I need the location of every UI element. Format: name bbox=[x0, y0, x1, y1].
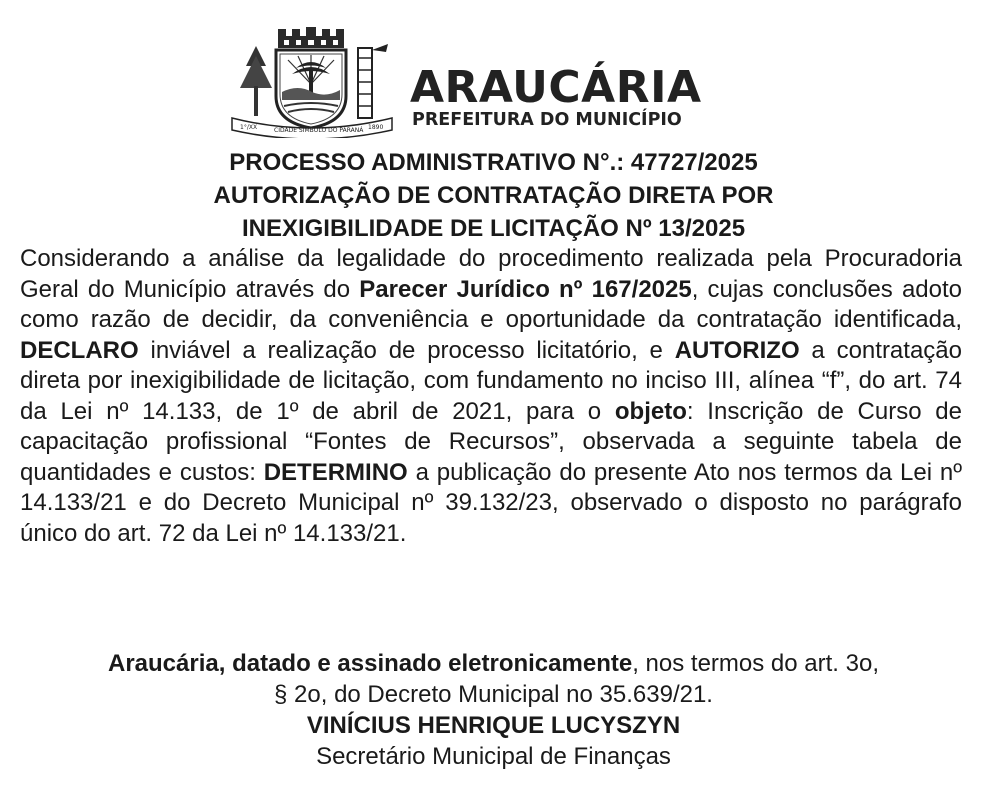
body-text-2: , cujas conclusões adoto como razão de decidir, da conveniência e oportunidade da contratação identificada, bbox=[20, 275, 963, 333]
municipal-crest-icon bbox=[226, 26, 398, 138]
svg-text:1890: 1890 bbox=[368, 124, 384, 131]
body-text-1: Considerando a análise da legalidade do procedimento realizada pela Procuradoria Geral do Município através do bbox=[20, 245, 962, 303]
body-text-6: a publicação do presente Ato nos termos da Lei nº 14.133/21 e do Decreto Municipal nº 39.132/23, observado o disposto no parágrafo único do art. 72 da Lei nº 14.133/21. bbox=[20, 458, 962, 547]
document-header bbox=[0, 26, 987, 144]
objeto-keyword: objeto bbox=[614, 397, 687, 425]
title-inexigibility: INEXIGIBILIDADE DE LICITAÇÃO Nº 13/2025 bbox=[241, 215, 746, 242]
determino-keyword: DETERMINO bbox=[263, 458, 408, 486]
signature-place-rest: , nos termos do art. 3o, bbox=[632, 650, 879, 677]
brand-name: ARAUCÁRIA bbox=[410, 62, 702, 113]
body-text-3: inviável a realização de processo licitatório, e bbox=[138, 336, 675, 364]
signature-block bbox=[0, 648, 987, 772]
brand-subtitle: PREFEITURA DO MUNICÍPIO bbox=[412, 110, 682, 130]
body-paragraph bbox=[20, 244, 962, 549]
declaro-keyword: DECLARO bbox=[20, 336, 139, 364]
title-process-number: PROCESSO ADMINISTRATIVO N°.: 47727/2025 bbox=[229, 149, 758, 176]
body-text-4: a contratação direta por inexigibilidade de licitação, com fundamento no inciso III, alínea “f”, do art. 74 da Lei nº 14.133, de 1º de abril de 2021, para o bbox=[20, 336, 962, 425]
document-title bbox=[0, 146, 987, 245]
title-authorization: AUTORIZAÇÃO DE CONTRATAÇÃO DIRETA POR bbox=[213, 182, 774, 209]
autorizo-keyword: AUTORIZO bbox=[674, 336, 800, 364]
brand-block bbox=[410, 62, 702, 130]
svg-text:CIDADE SÍMBOLO DO PARANÁ: CIDADE SÍMBOLO DO PARANÁ bbox=[274, 127, 364, 134]
signature-place: Araucária, datado e assinado eletronicamente bbox=[108, 650, 633, 677]
body-text-5: : Inscrição de Curso de capacitação profissional “Fontes de Recursos”, observada a seguinte tabela de quantidades e custos: bbox=[20, 397, 962, 486]
parecer-reference: Parecer Jurídico nº 167/2025 bbox=[359, 275, 692, 303]
svg-text:1°/XX: 1°/XX bbox=[240, 124, 258, 131]
signature-decree: § 2o, do Decreto Municipal no 35.639/21. bbox=[274, 681, 713, 708]
signatory-role: Secretário Municipal de Finanças bbox=[316, 743, 671, 770]
signatory-name: VINÍCIUS HENRIQUE LUCYSZYN bbox=[306, 712, 681, 739]
signature-place-line bbox=[0, 648, 987, 679]
